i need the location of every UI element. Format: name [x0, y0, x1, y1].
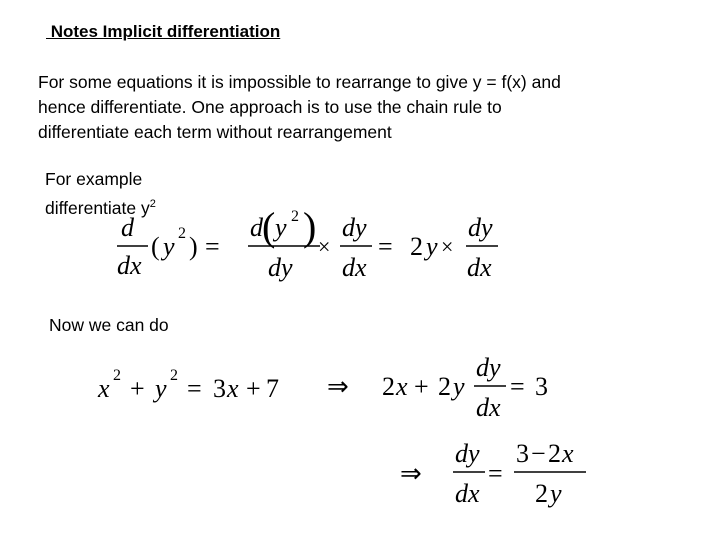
eq3-rhs-x: x — [562, 439, 574, 468]
eq2-two-2: 2 — [438, 372, 451, 401]
eq1-frac2-den: dy — [268, 253, 293, 282]
eq2-plus-1: + — [130, 374, 145, 403]
eq3-rhs-minus: − — [531, 439, 546, 468]
eq3-frac-den: dx — [455, 479, 480, 508]
eq2-two-1: 2 — [382, 372, 395, 401]
eq2-x-2: x — [227, 374, 239, 403]
eq1-rparen: ) — [189, 232, 198, 261]
equation-result — [400, 439, 586, 508]
intro-line-3: differentiate each term without rearrangement — [38, 122, 392, 142]
eq2-equals: = — [187, 374, 202, 403]
intro-line-1: For some equations it is impossible to rearrange to give y = f(x) and — [38, 72, 561, 92]
eq2-plus-2: + — [246, 374, 261, 403]
example-line-1: For example — [45, 169, 143, 189]
eq3-den-two: 2 — [535, 479, 548, 508]
eq1-y-2: y — [426, 232, 438, 261]
example-line-2-sup: 2 — [149, 198, 156, 210]
equation-chain-rule-example — [117, 204, 498, 282]
eq1-frac4-den: dx — [467, 253, 492, 282]
eq1-frac2-sq: 2 — [291, 208, 299, 225]
eq2-seven: 7 — [266, 374, 279, 403]
eq1-frac2-lparen: ( — [262, 204, 276, 249]
intro-line-2: hence differentiate. One approach is to use the chain rule to — [38, 97, 502, 117]
eq2-plus-3: + — [414, 372, 429, 401]
eq2-equals-2: = — [510, 372, 525, 401]
eq3-frac-num: dy — [455, 439, 480, 468]
eq2-y-2: y — [453, 372, 465, 401]
eq2-frac-den: dx — [476, 393, 501, 422]
eq3-rhs-two: 2 — [548, 439, 561, 468]
eq2-three: 3 — [213, 374, 226, 403]
eq1-y-sq: 2 — [178, 225, 186, 242]
eq1-frac2-y: y — [275, 213, 287, 242]
eq1-equals-1: = — [205, 232, 220, 261]
eq1-times-1: × — [318, 234, 331, 259]
eq1-frac1-num: d — [121, 213, 134, 242]
eq1-frac2-d: d — [250, 213, 263, 242]
eq1-times-2: × — [441, 234, 454, 259]
eq3-equals: = — [488, 459, 503, 488]
eq2-rhs-three: 3 — [535, 372, 548, 401]
eq1-lparen: ( — [151, 232, 160, 261]
eq3-den-y: y — [550, 479, 562, 508]
eq2-y-sq: 2 — [170, 367, 178, 384]
eq2-frac-num: dy — [476, 353, 501, 382]
eq1-frac1-den: dx — [117, 251, 142, 280]
eq1-frac2-rparen: ) — [303, 204, 317, 249]
eq1-two: 2 — [410, 232, 423, 261]
eq1-frac3-num: dy — [342, 213, 367, 242]
eq2-x-sq: 2 — [113, 367, 121, 384]
example-line-2-text: differentiate y — [45, 198, 150, 218]
eq3-implies: ⇒ — [400, 459, 422, 488]
page-title: Notes Implicit differentiation — [46, 22, 281, 41]
now-we-can-do-label: Now we can do — [49, 315, 169, 335]
eq3-rhs-three: 3 — [516, 439, 529, 468]
eq2-x-3: x — [396, 372, 408, 401]
eq1-frac3-den: dx — [342, 253, 367, 282]
eq1-equals-2: = — [378, 232, 393, 261]
eq2-x: x — [98, 374, 110, 403]
eq1-y: y — [163, 232, 175, 261]
eq2-y: y — [155, 374, 167, 403]
eq1-frac4-num: dy — [468, 213, 493, 242]
eq2-implies: ⇒ — [327, 372, 349, 401]
equation-implicit-example — [97, 353, 548, 422]
